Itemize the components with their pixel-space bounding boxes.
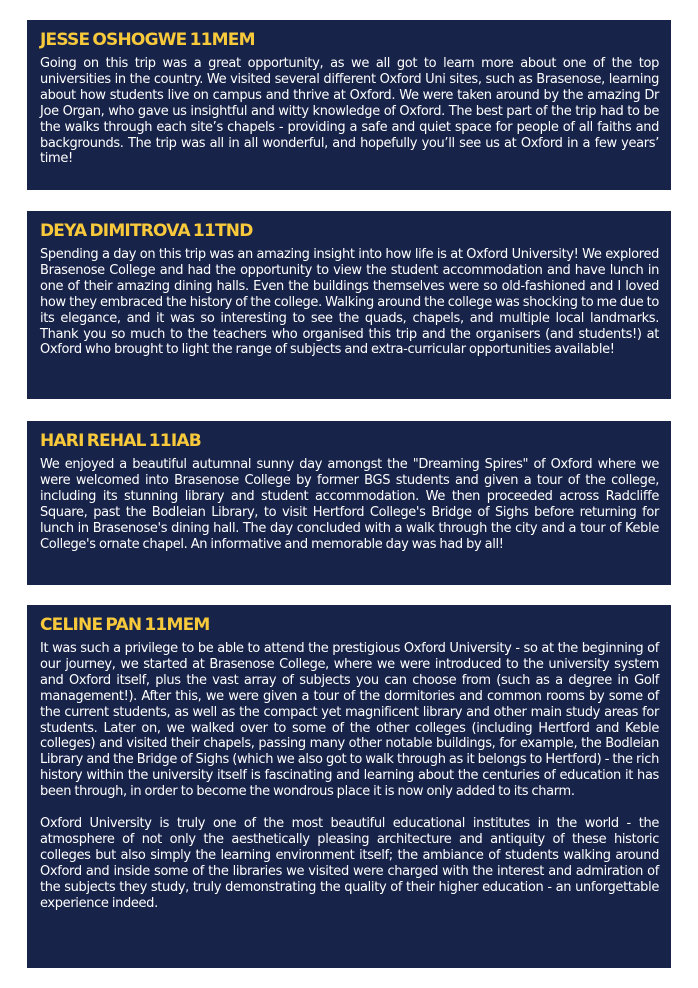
testimonial-text: It was such a privilege to be able to attend the prestigious Oxford University - so at the beginning of our journey, we started at Brasenose College, where we were introduced to the university system and Oxford itself, plus the vast array of subjects you can choose from (such as a degree in Golf management!). After this, we were given a tour of the dormitories and common rooms by some of the current students, as well as the compact yet magnificent library and other main study areas for students. Later on, we walked over to some of the other colleges (including Hertford and Keble colleges) and visited their chapels, passing many other notable buildings, for example, the Bodleian Library and the Bridge of Sighs (which we also got to walk through as it belongs to Hertford) - the rich history within the university itself is fascinating and learning about the centuries of education it has been through, in order to become the wondrous place it is now only added to its charm. [40, 641, 659, 800]
testimonial-author: JESSE OSHOGWE 11MEM [40, 30, 255, 50]
testimonial-card-deya [27, 211, 671, 399]
testimonial-author: HARI REHAL 11IAB [40, 431, 201, 451]
testimonial-text: Going on this trip was a great opportunity, as we all got to learn more about one of the top universities in the country. We visited several different Oxford Uni sites, such as Brasenose, learning about how students live on campus and thrive at Oxford. We were taken around by the amazing Dr Joe Organ, who gave us insightful and witty knowledge of Oxford. The best part of the trip had to be the walks through each site’s chapels - providing a safe and quiet space for people of all faiths and backgrounds. The trip was all in all wonderful, and hopefully you’ll see us at Oxford in a few years’ time! [40, 56, 659, 167]
testimonial-card-hari [27, 421, 671, 585]
testimonial-text: We enjoyed a beautiful autumnal sunny day amongst the "Dreaming Spires" of Oxford where we were welcomed into Brasenose College by former BGS students and given a tour of the college, including its stunning library and student accommodation. We then proceeded across Radcliffe Square, past the Bodleian Library, to visit Hertford College's Bridge of Sighs before returning for lunch in Brasenose's dining hall. The day concluded with a walk through the city and a tour of Keble College's ornate chapel. An informative and memorable day was had by all! [40, 457, 659, 552]
testimonial-card-jesse [27, 20, 671, 190]
testimonial-card-celine [27, 605, 671, 968]
testimonial-author: CELINE PAN 11MEM [40, 615, 210, 635]
testimonial-text: Spending a day on this trip was an amazing insight into how life is at Oxford University! We explored Brasenose College and had the opportunity to view the student accommodation and have lunch in one of their amazing dining halls. Even the buildings themselves were so old-fashioned and I loved how they embraced the history of the college. Walking around the college was shocking to me due to its elegance, and it was so interesting to see the quads, chapels, and multiple local landmarks. Thank you so much to the teachers who organised this trip and the organisers (and students!) at Oxford who brought to light the range of subjects and extra-curricular opportunities available! [40, 247, 659, 358]
testimonial-author: DEYA DIMITROVA 11TND [40, 221, 253, 241]
testimonial-text: Oxford University is truly one of the most beautiful educational institutes in the world - the atmosphere of not only the aesthetically pleasing architecture and antiquity of these historic colleges but also simply the learning environment itself; the ambiance of students walking around Oxford and inside some of the libraries we visited were charged with the interest and admiration of the subjects they study, truly demonstrating the quality of their higher education - an unforgettable experience indeed. [40, 816, 659, 911]
